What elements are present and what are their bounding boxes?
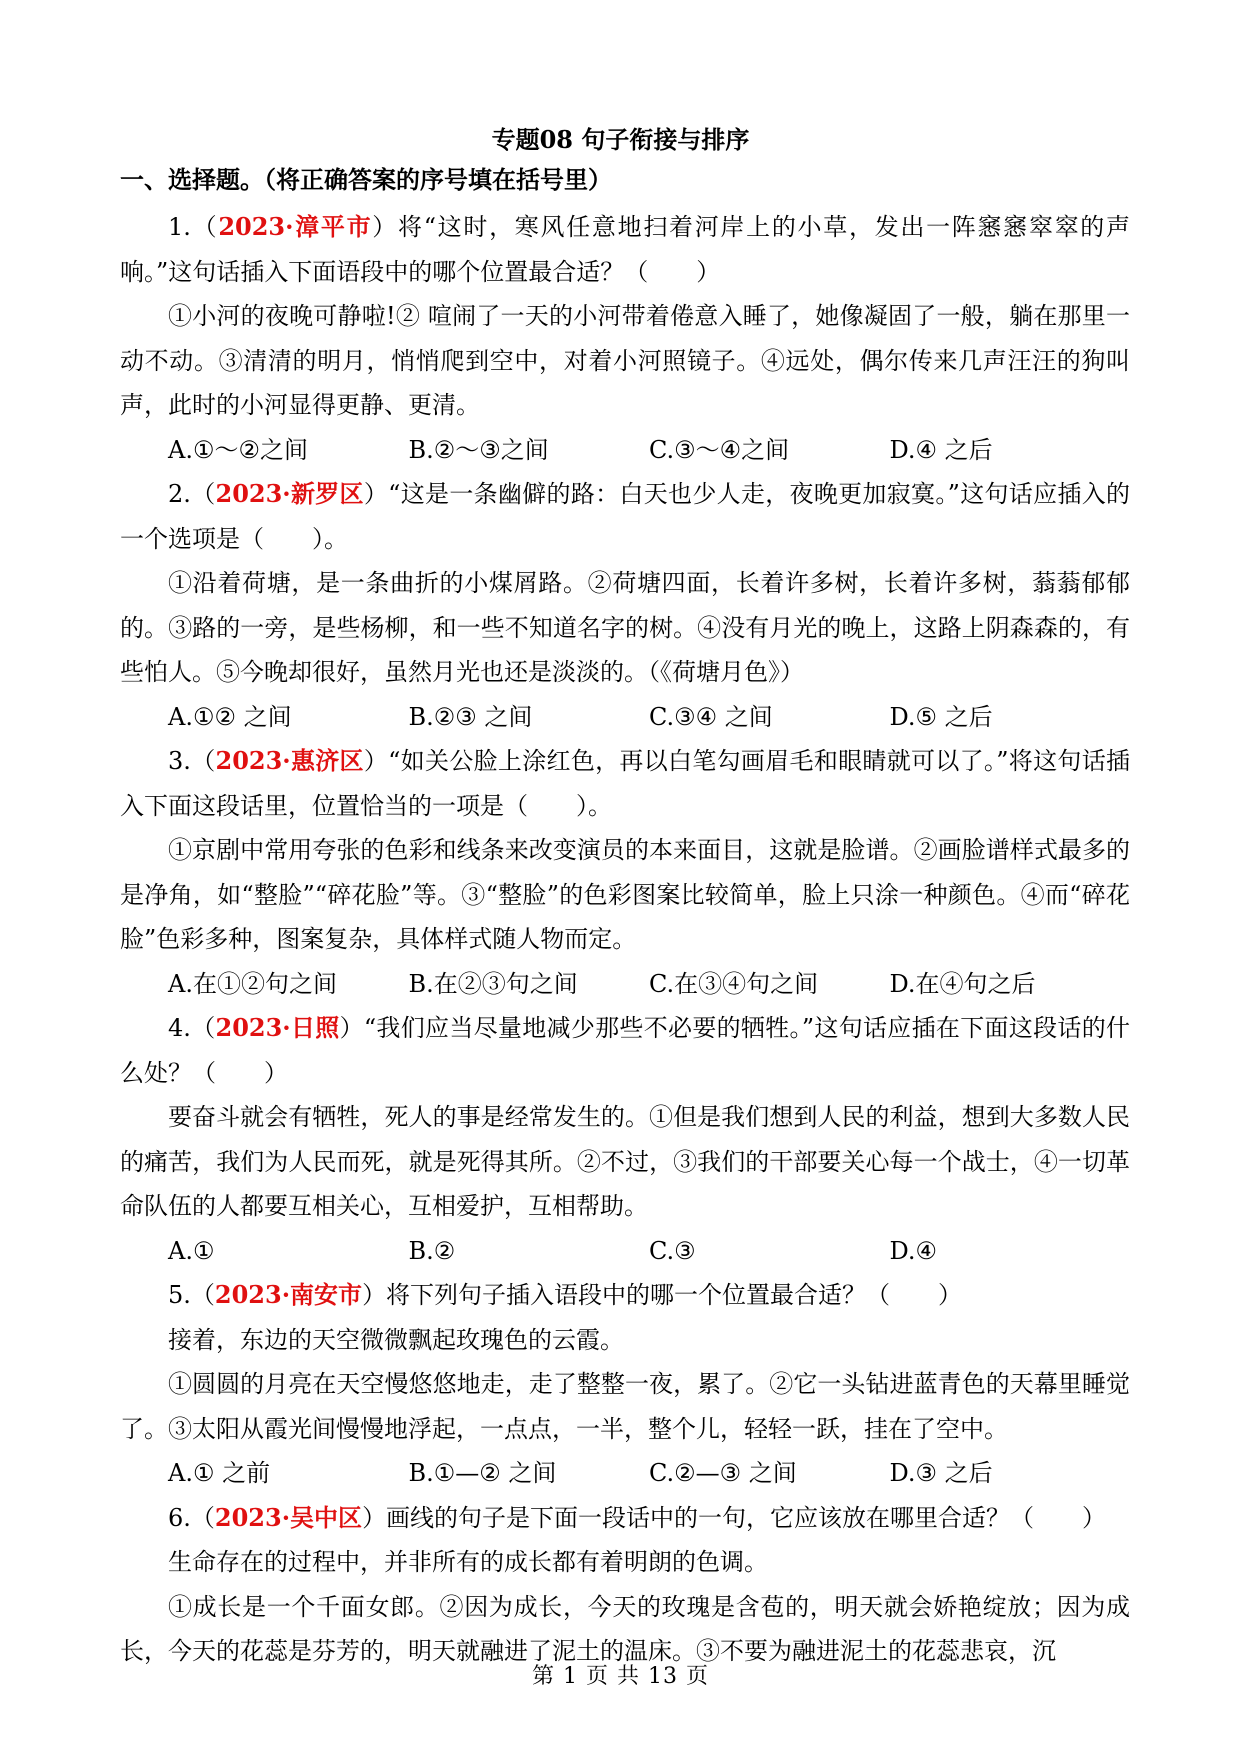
question-stem xyxy=(120,1496,1130,1541)
option-b: B.② xyxy=(408,1236,456,1265)
question-stem xyxy=(120,205,1130,294)
question-passage: ①京剧中常用夸张的色彩和线条来改变演员的本来面目，这就是脸谱。②画脸谱样式最多的是净角，如“整脸”“碎花脸”等。③“整脸”的色彩图案比较简单，脸上只涂一种颜色。④而“碎花脸”色彩多种，图案复杂，具体样式随人物而定。 xyxy=(120,836,1130,953)
option-c: C.②—③ 之间 xyxy=(649,1459,797,1487)
question-number: 3.（ xyxy=(168,747,216,775)
option-d: D.⑤ 之后 xyxy=(889,702,993,731)
options-row xyxy=(120,695,1130,740)
option-d: D.③ 之后 xyxy=(889,1459,993,1487)
question-passage: ①圆圆的月亮在天空慢悠悠地走，走了整整一夜，累了。②它一头钻进蓝青色的天幕里睡觉了。③太阳从霞光间慢慢地浮起，一点点，一半，整个儿，轻轻一跃，挂在了空中。 xyxy=(120,1370,1130,1443)
option-c: C.③ xyxy=(649,1236,696,1265)
question-passage: ①小河的夜晚可静啦!② 喧闹了一天的小河带着倦意入睡了，她像凝固了一般，躺在那里一动不动。③清清的明月，悄悄爬到空中，对着小河照镜子。④远处，偶尔传来几声汪汪的狗叫声，此时的小河显得更静、更清。 xyxy=(120,302,1130,419)
question-number: 4.（ xyxy=(168,1014,216,1042)
question-text: ）“如关公脸上涂红色，再以白笔勾画眉毛和眼睛就可以了。”将这句话插入下面这段话里，位置恰当的一项是（ ）。 xyxy=(120,747,1130,820)
question-source: 2023·日照 xyxy=(215,1013,340,1042)
question-2 xyxy=(120,472,1130,739)
option-b: B.②～③之间 xyxy=(408,435,549,464)
question-source: 2023·南安市 xyxy=(214,1280,363,1309)
option-c: C.在③④句之间 xyxy=(649,969,819,998)
option-b: B.②③ 之间 xyxy=(408,702,533,731)
question-text: ）“我们应当尽量地减少那些不必要的牺牲。”这句话应插在下面这段话的什么处？（ ） xyxy=(120,1014,1130,1087)
option-c: C.③④ 之间 xyxy=(649,702,773,731)
question-number: 6.（ xyxy=(168,1503,215,1532)
options-row xyxy=(120,962,1130,1007)
question-number: 2.（ xyxy=(168,480,216,508)
questions-container xyxy=(120,205,1130,1674)
options-row xyxy=(120,1229,1130,1274)
option-b: B.①—② 之间 xyxy=(408,1459,557,1487)
question-passage: ①成长是一个千面女郎。②因为成长，今天的玫瑰是含苞的，明天就会娇艳绽放；因为成长，今天的花蕊是芬芳的，明天就融进了泥土的温床。③不要为融进泥土的花蕊悲哀，沉 xyxy=(120,1592,1130,1665)
question-source: 2023·惠济区 xyxy=(215,746,364,775)
question-stem xyxy=(120,739,1130,828)
question-3 xyxy=(120,739,1130,1006)
option-d: D.④ 之后 xyxy=(889,435,993,464)
question-source: 2023·漳平市 xyxy=(218,212,373,241)
section-heading: 一、选择题。（将正确答案的序号填在括号里） xyxy=(120,165,612,194)
question-passage: 要奋斗就会有牺牲，死人的事是经常发生的。①但是我们想到人民的利益，想到大多数人民的痛苦，我们为人民而死，就是死得其所。②不过，③我们的干部要关心每一个战士，④一切革命队伍的人都要互相关心，互相爱护，互相帮助。 xyxy=(120,1103,1130,1220)
question-number: 5.（ xyxy=(168,1281,215,1309)
question-1 xyxy=(120,205,1130,472)
question-6 xyxy=(120,1496,1130,1674)
question-5 xyxy=(120,1273,1130,1496)
question-text: ）将下列句子插入语段中的哪一个位置最合适？（ ） xyxy=(362,1281,963,1309)
option-a: A.① xyxy=(168,1236,215,1265)
options-row xyxy=(120,1451,1130,1496)
question-4 xyxy=(120,1006,1130,1273)
question-text: ）将“这时，寒风任意地扫着河岸上的小草，发出一阵窸窸窣窣的声响。”这句话插入下面语段中的哪个位置最合适？（ ） xyxy=(120,213,1130,286)
question-text: ）画线的句子是下面一段话中的一句，它应该放在哪里合适？（ ） xyxy=(362,1503,1107,1532)
option-d: D.④ xyxy=(889,1236,938,1265)
option-a: A.① 之前 xyxy=(168,1459,271,1487)
question-stem xyxy=(120,472,1130,561)
option-d: D.在④句之后 xyxy=(889,969,1036,998)
page-footer: 第 1 页 共 13 页 xyxy=(532,1664,709,1689)
question-text: ）“这是一条幽僻的路：白天也少人走，夜晚更加寂寞。”这句话应插入的一个选项是（ ）。 xyxy=(120,480,1130,553)
option-a: A.在①②句之间 xyxy=(168,969,337,998)
question-source: 2023·新罗区 xyxy=(215,479,364,508)
page-title: 专题08 句子衔接与排序 xyxy=(491,125,750,154)
insert-sentence: 接着，东边的天空微微飘起玫瑰色的云霞。 xyxy=(168,1325,624,1354)
question-stem xyxy=(120,1273,1130,1318)
option-a: A.①② 之间 xyxy=(168,702,292,731)
option-c: C.③～④之间 xyxy=(649,435,790,464)
question-number: 1.（ xyxy=(168,213,219,241)
question-stem xyxy=(120,1006,1130,1095)
options-row xyxy=(120,428,1130,473)
question-passage: ①沿着荷塘，是一条曲折的小煤屑路。②荷塘四面，长着许多树，长着许多树，蓊蓊郁郁的。③路的一旁，是些杨柳，和一些不知道名字的树。④没有月光的晚上，这路上阴森森的，有些怕人。⑤今晚却很好，虽然月光也还是淡淡的。（《荷塘月色》） xyxy=(120,569,1130,686)
option-b: B.在②③句之间 xyxy=(408,969,578,998)
option-a: A.①～②之间 xyxy=(168,435,308,464)
question-source: 2023·吴中区 xyxy=(214,1502,363,1532)
underlined-sentence: 生命存在的过程中，并非所有的成长都有着明朗的色调。 xyxy=(168,1548,768,1576)
